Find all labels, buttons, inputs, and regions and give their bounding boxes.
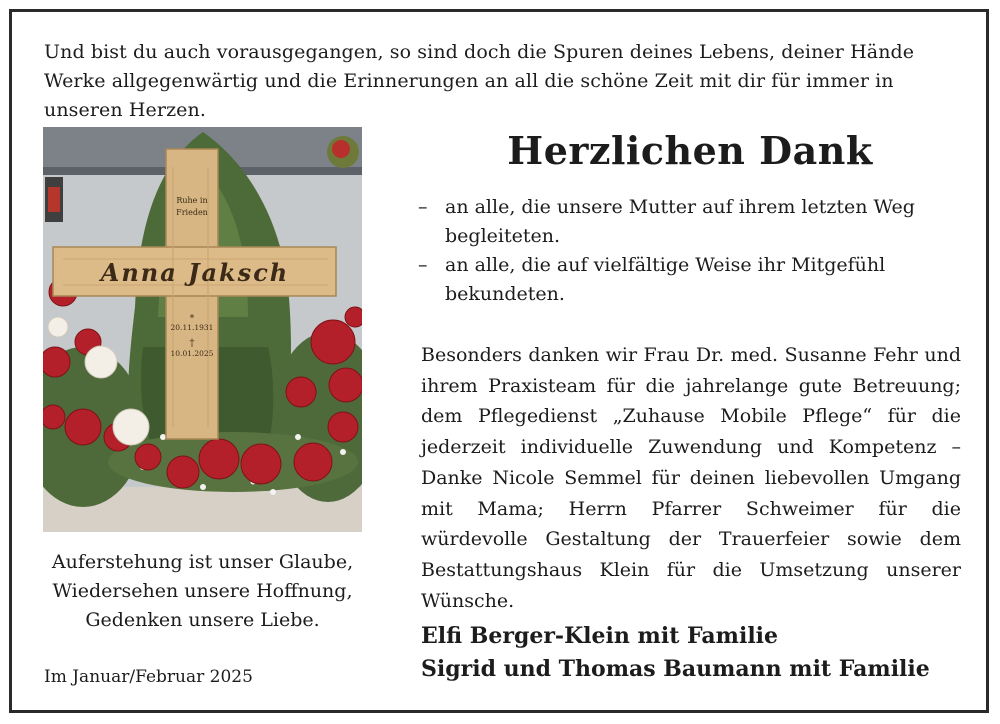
grave-cross-photo	[43, 127, 362, 532]
signature-line: Sigrid und Thomas Baumann mit Familie	[421, 656, 930, 682]
dash-bullet: –	[418, 254, 428, 276]
cross-birth-date: 20.11.1931	[170, 323, 214, 332]
motto-line: Gedenken unsere Liebe.	[85, 609, 320, 631]
signature	[421, 620, 961, 686]
acknowledgement-text: Besonders danken wir Frau Dr. med. Susanne Fehr und ihrem Praxisteam für die jahrelange gute Betreuung; dem Pflegedienst „Zuhause Mobile Pflege“ für die jederzeit individuelle Zuwendung und Kompetenz – Danke Nicole Semmel für deinen liebevollen Umgang mit Mama; Herrn Pfarrer Schweimer für die würdevolle Gestaltung der Trauerfeier sowie dem Bestattungshaus Klein für die Umsetzung unserer Wünsche.	[421, 344, 961, 612]
signature-line: Elfi Berger-Klein mit Familie	[421, 623, 779, 649]
list-item-text: an alle, die auf vielfältige Weise ihr Mitgefühl bekundeten.	[445, 254, 886, 305]
list-item	[418, 193, 963, 251]
dash-bullet: –	[418, 196, 428, 218]
cross-death-date: 10.01.2025	[170, 349, 214, 358]
cross-text-line-2: Frieden	[176, 208, 208, 217]
intro-quote: Und bist du auch vorausgegangen, so sind doch die Spuren deines Lebens, deiner Hände Werke allgegenwärtig und die Erinnerungen an all die schöne Zeit mit dir für immer in unseren Herzen.	[44, 41, 915, 121]
cross-birth-symbol: *	[189, 314, 195, 324]
cross-death-symbol: †	[189, 338, 195, 349]
page-title: Herzlichen Dank	[507, 128, 873, 173]
date-line: Im Januar/Februar 2025	[44, 667, 253, 687]
motto	[43, 548, 362, 635]
thanks-list	[418, 193, 963, 309]
motto-line: Wiedersehen unsere Hoffnung,	[52, 580, 353, 602]
cross-name: Anna Jaksch	[100, 258, 290, 287]
cross-text-line-1: Ruhe in	[176, 196, 208, 205]
list-item-text: an alle, die unsere Mutter auf ihrem letzten Weg begleiteten.	[445, 196, 915, 247]
motto-line: Auferstehung ist unser Glaube,	[51, 551, 354, 573]
list-item	[418, 251, 963, 309]
